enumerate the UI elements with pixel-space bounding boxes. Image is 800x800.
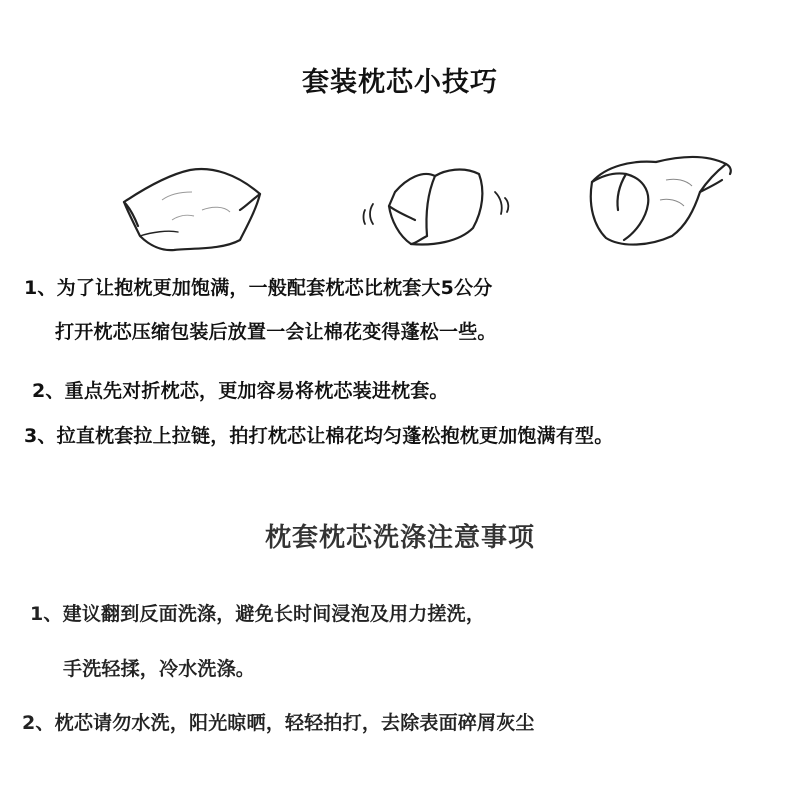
tip-line-3: 3、拉直枕套拉上拉链，拍打枕芯让棉花均匀蓬松抱枕更加饱满有型。: [24, 425, 614, 447]
wash-line-1: 1、建议翻到反面洗涤，避免长时间浸泡及用力搓洗，: [30, 603, 486, 625]
tips-title: 套装枕芯小技巧: [302, 67, 498, 98]
washing-title: 枕套枕芯洗涤注意事项: [264, 523, 535, 553]
wash-line-1-continued: 手洗轻揉，冷水洗涤。: [63, 658, 256, 680]
tip-line-1: 1、为了让抱枕更加饱满，一般配套枕芯比枕套大5公分: [24, 277, 493, 299]
tip-line-1-continued: 打开枕芯压缩包装后放置一会让棉花变得蓬松一些。: [55, 321, 497, 343]
folded-pillow-illustration: [355, 140, 515, 260]
tip-line-2: 2、重点先对折枕芯，更加容易将枕芯装进枕套。: [32, 380, 449, 402]
pillow-into-case-illustration: [576, 140, 746, 260]
wash-line-2: 2、枕芯请勿水洗，阳光晾晒，轻轻拍打，去除表面碎屑灰尘: [22, 712, 535, 734]
flat-pillow-illustration: [112, 140, 272, 260]
